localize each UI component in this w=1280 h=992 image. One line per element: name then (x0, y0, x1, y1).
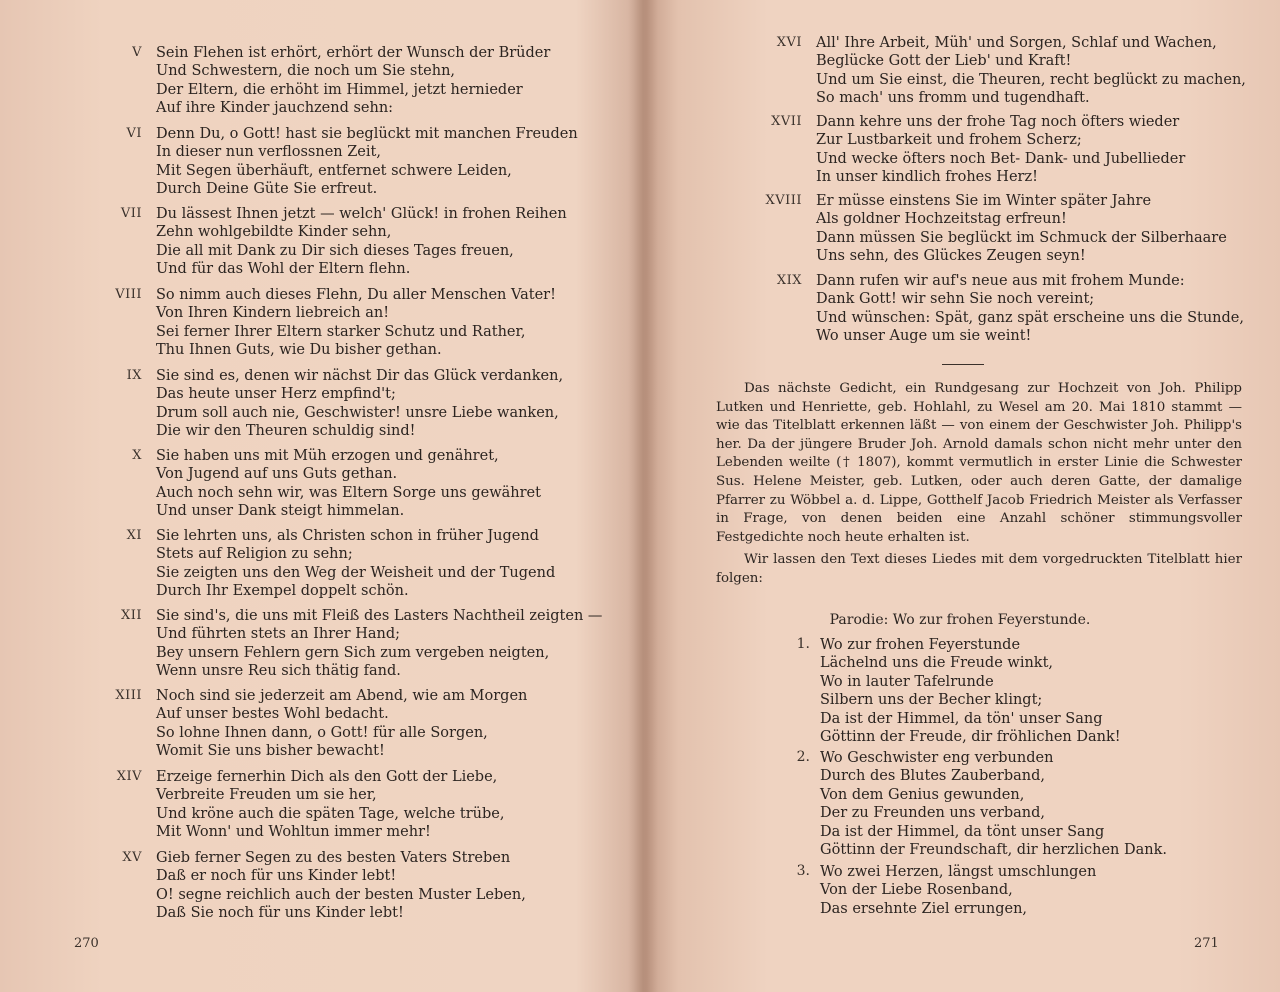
verse-line: Womit Sie uns bisher bewacht! (156, 743, 385, 760)
verse-line: So mach' uns fromm und tugendhaft. (816, 90, 1090, 107)
verse-line: So lohne Ihnen dann, o Gott! für alle Sorgen, (156, 724, 488, 741)
verse-line: Wo zwei Herzen, längst umschlungen (820, 864, 1097, 880)
verse-line: Sie haben uns mit Müh erzogen und genähret, (156, 448, 499, 464)
verse-line: Dann kehre uns der frohe Tag noch öfters wieder (816, 114, 1180, 130)
stanza-vi (98, 125, 578, 199)
poem-stanza-3 (768, 863, 1096, 918)
stanza-number: XVII (771, 114, 802, 129)
verse-line: Stets auf Religion zu sehn; (156, 546, 353, 563)
verse-line: Erzeige fernerhin Dich als den Gott der Liebe, (156, 769, 498, 785)
verse-line: Sie lehrten uns, als Christen schon in früher Jugend (156, 528, 539, 544)
verse-line: Von Ihren Kindern liebreich an! (156, 305, 390, 322)
verse-line: Göttinn der Freundschaft, dir herzlichen Dank. (820, 842, 1168, 859)
prose-paragraph: Wir lassen den Text dieses Liedes mit dem vorgedruckten Titelblatt hier folgen: (716, 552, 1242, 586)
verse-line: Mit Segen überhäuft, entfernet schwere Leiden, (156, 162, 512, 179)
stanza-xi (98, 527, 555, 601)
verse-line: Silbern uns der Becher klingt; (820, 692, 1043, 709)
stanza-xvi (758, 34, 1246, 108)
verse-line: Und um Sie einst, die Theuren, recht beglückt zu machen, (816, 71, 1246, 88)
stanza-xviii (758, 192, 1227, 266)
verse-line: Auch noch sehn wir, was Eltern Sorge uns gewähret (156, 484, 541, 501)
verse-line: Auf unser bestes Wohl bedacht. (156, 706, 389, 723)
stanza-number: XIV (116, 769, 142, 784)
stanza-number: VIII (115, 287, 142, 302)
verse-line: Durch Ihr Exempel doppelt schön. (156, 583, 409, 600)
verse-line: Das heute unser Herz empfind't; (156, 386, 396, 403)
verse-line: Von der Liebe Rosenband, (820, 882, 1013, 899)
page-number: 270 (74, 936, 99, 951)
verse-line: Der zu Freunden uns verband, (820, 805, 1045, 822)
stanza-number: X (132, 448, 142, 463)
stanza-xiii (98, 687, 527, 761)
verse-line: Durch Deine Güte Sie erfreut. (156, 181, 378, 198)
verse-line: O! segne reichlich auch der besten Muster Leben, (156, 886, 526, 903)
verse-line: Und Schwestern, die noch um Sie stehn, (156, 63, 456, 80)
verse-line: Und für das Wohl der Eltern flehn. (156, 261, 411, 278)
verse-line: Zehn wohlgebildte Kinder sehn, (156, 224, 392, 241)
page-number: 271 (1194, 936, 1219, 951)
stanza-xv (98, 849, 526, 923)
verse-line: Und führten stets an Ihrer Hand; (156, 626, 401, 643)
stanza-number: XV (122, 850, 142, 865)
verse-line: Daß Sie noch für uns Kinder lebt! (156, 905, 404, 922)
verse-line: In dieser nun verflossnen Zeit, (156, 144, 381, 161)
verse-line: Wo zur frohen Feyerstunde (820, 637, 1021, 653)
verse-line: Sie sind es, denen wir nächst Dir das Glück verdanken, (156, 368, 564, 384)
poem-stanza-2 (768, 749, 1167, 859)
stanza-xix (758, 272, 1244, 346)
verse-line: Bey unsern Fehlern gern Sich zum vergeben neigten, (156, 644, 550, 661)
stanza-number: XIII (115, 688, 142, 703)
stanza-ix (98, 367, 563, 441)
prose-paragraph: Das nächste Gedicht, ein Rundgesang zur Hochzeit von Joh. Philipp Lutken und Henriette, geb. Hohlahl, zu Wesel am 20. Mai 1810 stammt — wie das Titelblatt erkennen läßt — von einem der Geschwister Joh. Philipp's her. Da der jüngere Bruder Joh. Arnold damals schon nicht mehr unter den Lebenden weilte († 1807), kommt vermutlich in erster Linie die Schwester Sus. Helene Meister, geb. Lutken, oder auch deren Gatte, der damalige Pfarrer zu Wöbbel a. d. Lippe, Gotthelf Jacob Friedrich Meister als Verfasser in Frage, von denen beiden eine Anzahl schöner stimmungsvoller Festgedichte noch heute erhalten ist. (716, 381, 1242, 545)
verse-line: Mit Wonn' und Wohltun immer mehr! (156, 824, 431, 841)
verse-line: Drum soll auch nie, Geschwister! unsre Liebe wanken, (156, 404, 559, 421)
verse-line: Das ersehnte Ziel errungen, (820, 900, 1028, 917)
verse-line: Denn Du, o Gott! hast sie beglückt mit manchen Freuden (156, 126, 578, 142)
section-divider (942, 364, 984, 365)
verse-line: Und wünschen: Spät, ganz spät erscheine uns die Stunde, (816, 309, 1244, 326)
verse-line: Sie zeigten uns den Weg der Weisheit und der Tugend (156, 564, 556, 581)
verse-line: Sei ferner Ihrer Eltern starker Schutz und Rather, (156, 323, 526, 340)
stanza-x (98, 447, 541, 521)
verse-line: Er müsse einstens Sie im Winter später Jahre (816, 193, 1152, 209)
stanza-number: VI (126, 126, 142, 141)
verse-line: Als goldner Hochzeitstag erfreun! (816, 211, 1067, 228)
stanza-number: 1. (796, 636, 810, 652)
verse-line: Wo Geschwister eng verbunden (820, 750, 1054, 766)
verse-line: Da ist der Himmel, da tönt unser Sang (820, 823, 1105, 840)
verse-line: Die wir den Theuren schuldig sind! (156, 423, 416, 440)
verse-line: Und wecke öfters noch Bet- Dank- und Jubellieder (816, 150, 1186, 167)
stanza-v (98, 44, 550, 118)
verse-line: Lächelnd uns die Freude winkt, (820, 655, 1054, 672)
verse-line: Daß er noch für uns Kinder lebt! (156, 868, 397, 885)
verse-line: Beglücke Gott der Lieb' und Kraft! (816, 53, 1072, 70)
stanza-number: XVIII (765, 193, 802, 208)
verse-line: Und kröne auch die späten Tage, welche trübe, (156, 805, 505, 822)
stanza-number: IX (126, 368, 142, 383)
verse-line: Wo unser Auge um sie weint! (816, 328, 1032, 345)
verse-line: Verbreite Freuden um sie her, (156, 787, 377, 804)
verse-line: Göttinn der Freude, dir fröhlichen Dank! (820, 729, 1121, 746)
stanza-number: V (132, 45, 142, 60)
verse-line: Dann rufen wir auf's neue aus mit frohem Munde: (816, 273, 1185, 289)
verse-line: Sein Flehen ist erhört, erhört der Wunsch der Brüder (156, 45, 551, 61)
verse-line: Und unser Dank steigt himmelan. (156, 503, 405, 520)
stanza-vii (98, 205, 567, 279)
stanza-number: 2. (796, 749, 810, 765)
verse-line: Du lässest Ihnen jetzt — welch' Glück! in frohen Reihen (156, 206, 567, 222)
poem-title: Parodie: Wo zur frohen Feyerstunde. (829, 612, 1091, 628)
verse-line: Uns sehn, des Glückes Zeugen seyn! (816, 248, 1086, 265)
verse-line: Da ist der Himmel, da tön' unser Sang (820, 710, 1103, 727)
verse-line: Wenn unsre Reu sich thätig fand. (156, 663, 401, 680)
verse-line: Thu Ihnen Guts, wie Du bisher gethan. (156, 342, 442, 359)
verse-line: Dank Gott! wir sehn Sie noch vereint; (816, 291, 1095, 308)
stanza-xii (98, 607, 602, 681)
stanza-xvii (758, 113, 1185, 187)
stanza-number: 3. (796, 863, 810, 879)
stanza-xiv (98, 768, 504, 842)
stanza-number: VII (120, 206, 142, 221)
verse-line: Gieb ferner Segen zu des besten Vaters Streben (156, 850, 511, 866)
verse-line: Von dem Genius gewunden, (820, 786, 1025, 803)
verse-line: Dann müssen Sie beglückt im Schmuck der Silberhaare (816, 229, 1227, 246)
stanza-number: XIX (776, 273, 802, 288)
verse-line: Sie sind's, die uns mit Fleiß des Lasters Nachtheil zeigten — (156, 608, 603, 624)
verse-line: Zur Lustbarkeit und frohem Scherz; (816, 132, 1082, 149)
verse-line: Wo in lauter Tafelrunde (820, 673, 994, 690)
right-page (640, 0, 1280, 992)
verse-line: Der Eltern, die erhöht im Himmel, jetzt hernieder (156, 81, 523, 98)
prose-block (716, 380, 1242, 589)
stanza-number: XVI (776, 35, 802, 50)
stanza-number: XII (120, 608, 142, 623)
verse-line: Durch des Blutes Zauberband, (820, 768, 1045, 785)
stanza-viii (98, 286, 556, 360)
verse-line: All' Ihre Arbeit, Müh' und Sorgen, Schlaf und Wachen, (816, 35, 1217, 51)
verse-line: Noch sind sie jederzeit am Abend, wie am Morgen (156, 688, 528, 704)
verse-line: Auf ihre Kinder jauchzend sehn: (156, 100, 394, 117)
poem-stanza-1 (768, 636, 1121, 746)
verse-line: So nimm auch dieses Flehn, Du aller Menschen Vater! (156, 287, 556, 303)
stanza-number: XI (126, 528, 142, 543)
verse-line: In unser kindlich frohes Herz! (816, 169, 1038, 186)
verse-line: Von Jugend auf uns Guts gethan. (156, 466, 398, 483)
verse-line: Die all mit Dank zu Dir sich dieses Tages freuen, (156, 242, 514, 259)
